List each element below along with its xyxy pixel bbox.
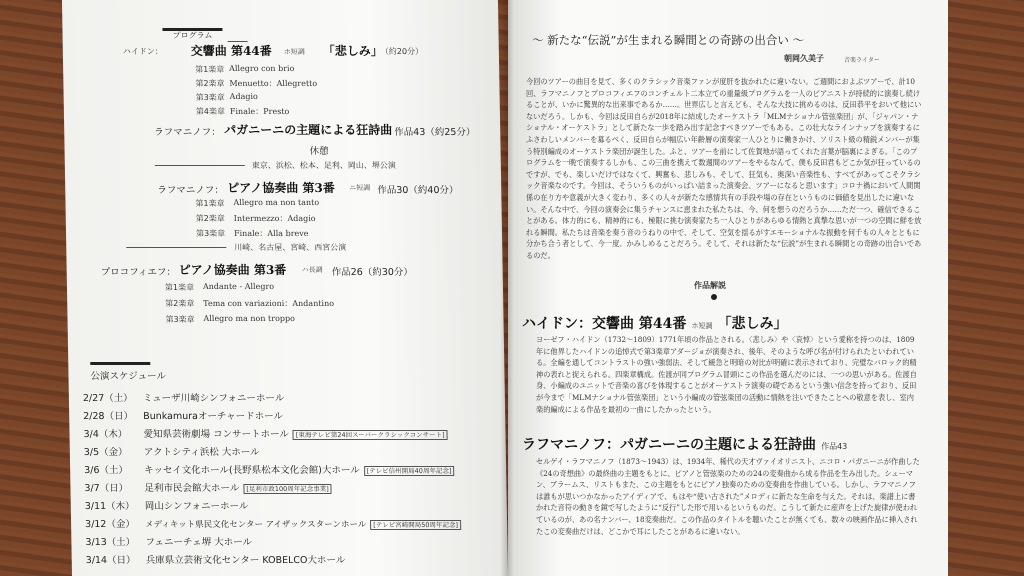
rach2-mvt3-name: Finale：Alla breve bbox=[233, 229, 309, 238]
schedule-list bbox=[83, 390, 508, 570]
prok-title: ピアノ協奏曲 第3番 bbox=[178, 263, 287, 277]
rach2-composer: ラフマニノフ： bbox=[157, 185, 224, 196]
haydn-mvt2-num: 第2楽章 bbox=[195, 79, 225, 88]
schedule-row bbox=[83, 426, 447, 440]
haydn-duration: （約20分） bbox=[380, 47, 424, 56]
haydn-mvt1-name: Allegro con brio bbox=[229, 64, 295, 73]
venues-b: 川崎、名古屋、宮崎、西宮公演 bbox=[234, 243, 347, 252]
prok-composer: プロコフィエフ： bbox=[100, 267, 177, 278]
schedule-date: 3/6（土） bbox=[84, 465, 129, 476]
schedule-venue: メディキット県民文化センター アイザックスターンホール bbox=[145, 520, 367, 530]
haydn-mvt3-num: 第3楽章 bbox=[195, 93, 225, 102]
haydn-mvt4-name: Finale：Presto bbox=[229, 107, 290, 116]
rach-note-opus: 作品43 bbox=[821, 442, 848, 451]
rach2-mvt2-name: Intermezzo：Adagio bbox=[233, 214, 316, 223]
schedule-venue: 愛知県芸術劇場 コンサートホール bbox=[143, 429, 289, 440]
haydn-title: 交響曲 第44番 bbox=[190, 44, 272, 58]
schedule-row bbox=[85, 516, 461, 530]
essay-author-role: 音楽ライター bbox=[844, 57, 880, 64]
program-label: プログラム bbox=[172, 31, 213, 40]
schedule-note: [足利市政100周年記念事業] bbox=[243, 484, 332, 494]
prok-mvt1-num: 第1楽章 bbox=[164, 283, 195, 292]
schedule-venue: Bunkamuraオーチャードホール bbox=[143, 411, 284, 422]
venue-rule bbox=[155, 165, 245, 166]
rach2-mvt1-name: Allegro ma non tanto bbox=[233, 198, 320, 207]
prok-mvt3-num: 第3楽章 bbox=[165, 315, 195, 324]
haydn-composer: ハイドン： bbox=[122, 47, 163, 56]
rach2-mvt2-num: 第2楽章 bbox=[195, 214, 225, 223]
schedule-rule bbox=[90, 362, 150, 365]
haydn-nickname: 「悲しみ」 bbox=[322, 44, 383, 58]
rach2-mvt1-num: 第1楽章 bbox=[195, 199, 225, 208]
schedule-date: 2/27（土） bbox=[82, 393, 133, 404]
schedule-note: [テレビ宮崎開局50周年記念] bbox=[370, 520, 461, 530]
schedule-date: 3/13（土） bbox=[85, 537, 136, 548]
bullet-dot bbox=[711, 294, 717, 300]
schedule-row bbox=[83, 408, 283, 422]
haydn-key: ホ短調 bbox=[283, 48, 305, 56]
schedule-row bbox=[83, 390, 285, 404]
schedule-venue: アクトシティ浜松 大ホール bbox=[143, 447, 260, 458]
haydn-note-nickname: 「悲しみ」 bbox=[717, 316, 788, 332]
schedule-title: 公演スケジュール bbox=[90, 371, 167, 382]
rach2-title: ピアノ協奏曲 第3番 bbox=[227, 181, 335, 195]
schedule-venue: ミューザ川崎シンフォニーホール bbox=[142, 393, 285, 404]
rach2-key: ニ短調 bbox=[349, 184, 371, 192]
rach1-composer: ラフマニノフ： bbox=[154, 127, 221, 138]
left-page bbox=[62, 0, 508, 576]
rach2-opus: 作品30（約40分） bbox=[377, 185, 459, 196]
schedule-date: 2/28（日） bbox=[83, 411, 134, 422]
schedule-venue: 足利市民会館大ホール bbox=[144, 483, 240, 494]
prok-mvt1-name: Andante - Allegro bbox=[202, 282, 275, 291]
schedule-date: 3/12（金） bbox=[85, 519, 136, 530]
haydn-note-key: ホ短調 bbox=[691, 322, 713, 330]
notes-title: 作品解説 bbox=[694, 280, 726, 290]
essay-title: ～ 新たな“伝説”が生まれる瞬間との奇跡の出合い ～ bbox=[532, 33, 805, 47]
schedule-date: 3/14（日） bbox=[85, 555, 136, 566]
prok-mvt2-num: 第2楽章 bbox=[165, 299, 195, 308]
schedule-note: [テレビ信州開局40周年記念] bbox=[364, 466, 455, 476]
prok-opus: 作品26（約30分） bbox=[331, 267, 413, 278]
rach1-opus: 作品43（約25分） bbox=[394, 127, 476, 138]
haydn-mvt1-num: 第1楽章 bbox=[195, 65, 225, 74]
schedule-row bbox=[85, 534, 252, 548]
schedule-row bbox=[84, 444, 260, 458]
schedule-row bbox=[85, 498, 249, 512]
haydn-mvt3-name: Adagio bbox=[229, 92, 258, 101]
right-page bbox=[508, 0, 948, 576]
haydn-note-title: ハイドン：交響曲 第44番 bbox=[522, 316, 687, 332]
essay-author: 朝岡久美子 bbox=[784, 53, 824, 63]
haydn-note-heading bbox=[522, 313, 788, 333]
venues-a: 東京、浜松、松本、足利、岡山、堺公演 bbox=[251, 161, 396, 170]
schedule-date: 3/4（木） bbox=[83, 429, 128, 440]
prok-mvt3-name: Allegro ma non troppo bbox=[203, 314, 296, 323]
schedule-venue: 岡山シンフォニーホール bbox=[144, 501, 249, 512]
schedule-note: [東海テレビ第24回スーパークラシックコンサート] bbox=[293, 430, 448, 440]
book-fold bbox=[500, 0, 514, 576]
schedule-date: 3/5（金） bbox=[83, 447, 128, 458]
prok-key: ハ長調 bbox=[301, 266, 323, 274]
rach-note-heading bbox=[522, 434, 847, 454]
rach-note-body: セルゲイ・ラフマニノフ（1873～1943）は、1934年、稀代の天才ヴァイオリニスト、ニコロ・パガニーニが作曲した《24の奇想曲》の最終曲の主題をもとに、ピアノと管弦楽のための24の変奏曲から成る作品を生み出した。シューマン、ブラームス、リストもまた、この主題をもとにピアノ独奏のための変奏曲を作曲している。しかし、ラフマニノフは誰もが思いつかなかったアイディアで、もはや“使い古された”メロディに新たな生命を与えた。それは、楽譜上に書かれた音符の動きを鏡で写したように“反行”した形で用いるというものだ。こうして新たに産声を上げた旋律が使われているのが、あの名ナンバー、18変奏曲だ。この作品のタイトルを聴いたことが無くても、数々の映画作品に挿入されたこの変奏曲だけは、どこかで耳にしたことがあるに違いない。 bbox=[536, 457, 920, 536]
rach2-mvt3-num: 第3楽章 bbox=[195, 229, 226, 238]
haydn-mvt2-name: Menuetto：Allegretto bbox=[229, 79, 318, 88]
prok-mvt2-name: Tema con variazioni：Andantino bbox=[203, 299, 335, 308]
haydn-note-body: ヨーゼフ・ハイドン（1732～1809）1771年頃の作品とされる。〈悲しみ〉や〈哀悼〉という愛称を持つのは、1809年に他界したハイドンの追悼式で第3楽章アダージョが演奏され、後年、そのような呼び名が付けられたといわれている。全編を通してコントラストの強い強弱法、そして緩急と明暗の対比が明確に表示されており、完璧なバロック的精神の表れと捉えられる。四楽章構成。佐渡が同プログラム冒頭にこの作品を選んだのには、一つの思いがある。佐渡自身、小編成のユニットで音楽の喜びを体現することがオーケストラ演奏の礎であるという強い信念を持っており、反田が今まで「MLMナショナル管弦楽団」という小編成の管弦楽団の活動に情熱を注いできたことへの敬意を表し、室内楽的編成による作品を最初の一曲にしたかったという。 bbox=[536, 335, 917, 414]
rach1-title: パガニーニの主題による狂詩曲 bbox=[224, 123, 393, 137]
haydn-mvt4-num: 第4楽章 bbox=[195, 107, 226, 116]
schedule-date: 3/11（木） bbox=[84, 501, 135, 512]
schedule-venue: 兵庫県立芸術文化センター KOBELCO大ホール bbox=[145, 555, 346, 566]
schedule-venue: フェニーチェ堺 大ホール bbox=[145, 537, 253, 548]
essay-body: 今回のツアーの曲目を見て、多くのクラシック音楽ファンが度肝を抜かれたに違いない。ご週間におよぶツアーで、計10回、ラフマニノフとプロコフィエフのコンチェルト二本立ての重量級プログラムを一人のピアニストが持続的に演奏し続けることが、いかに驚異的な出来事であるか……。世界広しと言えども、そんな大技に挑めるのは、反田恭平をおいて他にいないだろう。しかも、今回は反田自らが2018年に結成したオーケストラ「MLMナショナル管弦楽団」が、「ジャパン・ナショナル・オーケストラ」として新たな一歩を踏み出す記念すべきツアーでもある。この壮大なラインナップを演奏するにふさわしいメンバーを募るべく、反田自らが幅広い年齢層の演奏家一人ひとりに働きかけ、ソリスト級の精鋭メンバーが集う特別編成のオーケストラ楽団が誕生した。ふと、ツアーを前にして佐賀地が語ってくれた言葉が脳裏によぎる。「このプログラムを一晩で演奏するしかも、この三曲を携えて数週間のツアーをやるなんて、僕も反田君もどこか気が狂っているのですが、でも、楽しいだけではなくて、興奮も、悲しみも、そして、狂気も、奥深い音楽性も、すべてがあってこそクラシック音楽なのです。今回は、そういうものがいっぱい詰まった演奏会、ツアーになると思います」コロナ禍において人間関係の在り方や意義が大きく変わり、多くの人々が新たな感情共有の手段や場の存在というものに価値を見出したに違いない。そんな中で、今回の演奏会に集うチャンスに恵まれた私たちは、今、何を想うのだろうか……ただ一つ、確信できることがある。体力的にも、精神的にも、極限に挑む演奏家たち一人ひとりがあらゆる情熱と真摯な思いが一つの空間に鮮を放れる瞬間。私たちは音楽を奏う音のうねりの中で、そして、空気を揺るがすエモーショナルな振動を何千もの人々とともに分かち合う者として、今一度、かみしめることだろう。そして、それは新たな“伝説”が生まれる瞬間との奇跡の出合いであるのだ。 bbox=[526, 77, 922, 260]
schedule-date: 3/7（日） bbox=[84, 483, 129, 494]
schedule-row bbox=[84, 462, 455, 476]
intermission: 休憩 bbox=[309, 146, 329, 157]
rach-note-title: ラフマニノフ：パガニーニの主題による狂詩曲 bbox=[522, 437, 816, 453]
schedule-venue: キッセイ文化ホール(長野県松本文化会館)大ホール bbox=[144, 465, 360, 476]
venue-rule bbox=[126, 247, 226, 248]
schedule-row bbox=[86, 552, 346, 566]
schedule-row bbox=[84, 480, 332, 494]
